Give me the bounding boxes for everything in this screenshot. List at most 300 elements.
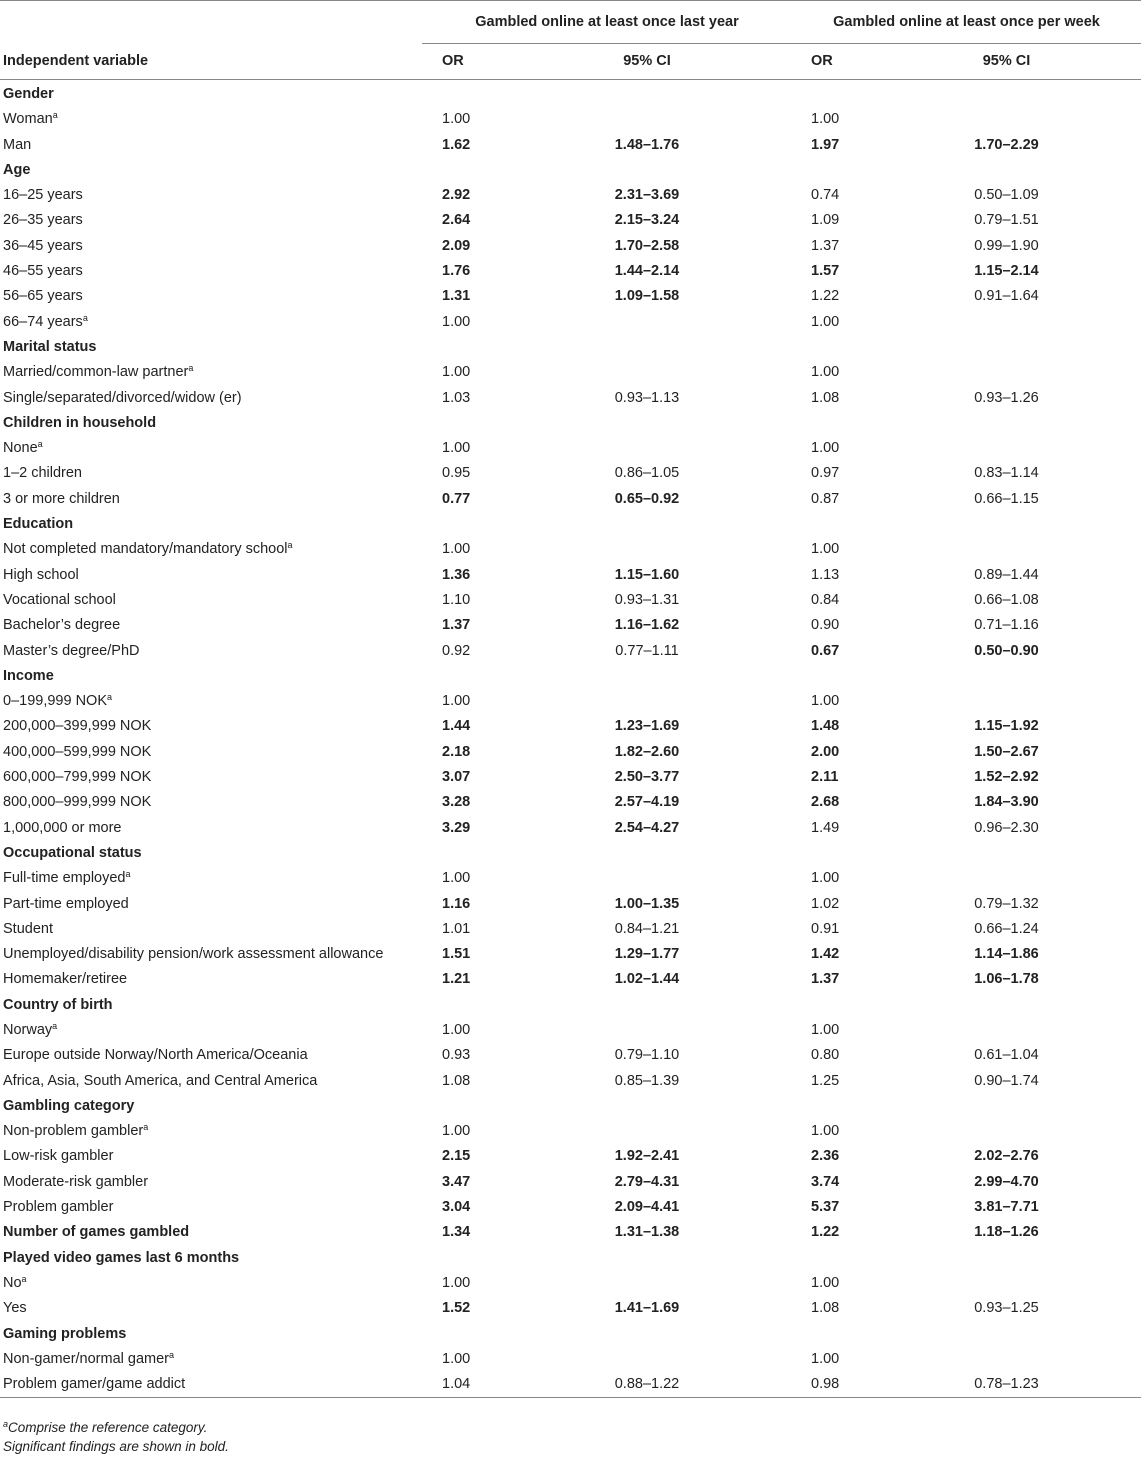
variable-label — [0, 740, 422, 765]
variable-label — [0, 436, 422, 461]
or-last-year-cell: 3.04 — [442, 1199, 471, 1216]
row-label-text: Single/separated/divorced/widow (er) — [3, 389, 242, 406]
or-per-week-cell: 0.91 — [811, 920, 840, 937]
or-per-week-cell: 1.22 — [811, 288, 840, 305]
table-row — [0, 613, 1141, 638]
row-label-text: Europe outside Norway/North America/Oceania — [3, 1047, 308, 1064]
table-row — [0, 310, 1141, 335]
or-per-week-cell — [792, 1094, 872, 1119]
or-per-week-cell: 1.57 — [811, 263, 840, 280]
or-per-week-cell: 1.00 — [811, 440, 840, 457]
or-per-week-cell: 1.37 — [811, 971, 840, 988]
or-last-year-cell: 1.34 — [442, 1224, 471, 1241]
column-header-or-last-year: OR — [422, 44, 502, 80]
row-label-text: Master’s degree/PhD — [3, 642, 140, 659]
ci-last-year-cell — [502, 1246, 792, 1271]
or-per-week-cell — [792, 664, 872, 689]
section-row — [0, 411, 1141, 436]
variable-label — [0, 588, 422, 613]
or-last-year-cell — [422, 335, 502, 360]
or-last-year-cell: 1.00 — [442, 1123, 471, 1140]
row-label-text: Homemaker/retiree — [3, 971, 128, 988]
ci-per-week-cell: 0.50–0.90 — [974, 642, 1039, 659]
variable-label — [0, 816, 422, 841]
footnote-marker: a — [3, 1419, 9, 1429]
variable-label — [0, 1170, 422, 1195]
row-label-text: Education — [3, 516, 74, 533]
ci-per-week-cell — [872, 841, 1141, 866]
ci-last-year-cell — [502, 689, 792, 714]
section-row — [0, 664, 1141, 689]
reference-marker: a — [107, 692, 113, 703]
table-row — [0, 1170, 1141, 1195]
or-last-year-cell: 1.00 — [442, 1021, 471, 1038]
section-row — [0, 1322, 1141, 1347]
row-label-text: Played video games last 6 months — [3, 1249, 240, 1266]
or-last-year-cell: 1.00 — [442, 1350, 471, 1367]
ci-last-year-cell: 1.48–1.76 — [614, 136, 680, 153]
section-row — [0, 993, 1141, 1018]
reference-marker: a — [37, 439, 43, 450]
or-last-year-cell: 1.44 — [442, 718, 471, 735]
or-per-week-cell: 2.11 — [811, 769, 839, 786]
table-row — [0, 1043, 1141, 1068]
section-label — [0, 664, 422, 689]
or-last-year-cell: 1.16 — [442, 895, 471, 912]
ci-last-year-cell: 0.84–1.21 — [614, 920, 680, 937]
variable-label — [0, 765, 422, 790]
or-last-year-cell: 1.00 — [442, 440, 471, 457]
ci-last-year-cell: 1.15–1.60 — [614, 566, 680, 583]
variable-label — [0, 259, 422, 284]
ci-last-year-cell — [502, 866, 792, 891]
reference-footnote — [3, 1418, 229, 1437]
row-label-text: 800,000–999,999 NOK — [3, 794, 152, 811]
or-per-week-cell: 1.22 — [811, 1224, 840, 1241]
ci-last-year-cell: 1.02–1.44 — [614, 971, 680, 988]
row-label-text: Non-gamer/normal gamer — [3, 1350, 170, 1367]
header-blank — [0, 1, 422, 44]
ci-per-week-cell — [872, 689, 1141, 714]
or-per-week-cell: 1.25 — [811, 1072, 840, 1089]
variable-label — [0, 234, 422, 259]
or-per-week-cell: 0.98 — [792, 1372, 872, 1398]
section-row — [0, 1094, 1141, 1119]
variable-label — [0, 461, 422, 486]
ci-last-year-cell — [502, 537, 792, 562]
or-per-week-cell: 2.68 — [811, 794, 840, 811]
row-label-text: Africa, Asia, South America, and Central America — [3, 1072, 318, 1089]
row-label-text: None — [3, 440, 38, 457]
variable-label — [0, 386, 422, 411]
reference-marker: a — [52, 110, 58, 121]
row-label-text: Part-time employed — [3, 895, 129, 912]
row-label-text: Married/common-law partner — [3, 364, 189, 381]
ci-per-week-cell: 0.61–1.04 — [974, 1047, 1039, 1064]
table-row — [0, 942, 1141, 967]
ci-per-week-cell: 1.70–2.29 — [974, 136, 1039, 153]
variable-label — [0, 183, 422, 208]
ci-last-year-cell: 0.65–0.92 — [614, 490, 680, 507]
row-label-text: 400,000–599,999 NOK — [3, 743, 152, 760]
ci-last-year-cell: 2.50–3.77 — [614, 769, 680, 786]
section-label — [0, 1322, 422, 1347]
variable-label — [0, 866, 422, 891]
table-row — [0, 892, 1141, 917]
row-label-text: Norway — [3, 1021, 53, 1038]
or-last-year-cell — [422, 1322, 502, 1347]
ci-per-week-cell — [872, 664, 1141, 689]
row-label-text: Not completed mandatory/mandatory school — [3, 541, 288, 558]
table-row — [0, 107, 1141, 132]
row-label-text: Gender — [3, 86, 54, 102]
ci-per-week-cell: 1.84–3.90 — [974, 794, 1039, 811]
ci-last-year-cell: 1.29–1.77 — [614, 946, 680, 963]
ci-per-week-cell: 0.66–1.08 — [974, 591, 1039, 608]
row-label-text: Age — [3, 161, 31, 178]
or-last-year-cell — [422, 80, 502, 108]
ci-last-year-cell: 1.09–1.58 — [614, 288, 680, 305]
or-per-week-cell: 2.36 — [811, 1148, 840, 1165]
table-row — [0, 259, 1141, 284]
row-label-text: 0–199,999 NOK — [3, 693, 107, 710]
row-label-text: 600,000–799,999 NOK — [3, 769, 152, 786]
or-last-year-cell: 1.00 — [442, 111, 471, 128]
or-per-week-cell: 1.13 — [811, 566, 840, 583]
section-label — [0, 80, 422, 108]
row-label-text: 200,000–399,999 NOK — [3, 718, 152, 735]
or-per-week-cell — [792, 335, 872, 360]
ci-per-week-cell — [872, 158, 1141, 183]
ci-last-year-cell: 2.09–4.41 — [614, 1199, 680, 1216]
ci-last-year-cell: 1.82–2.60 — [614, 743, 680, 760]
or-last-year-cell: 0.92 — [442, 642, 471, 659]
table-row — [0, 1347, 1141, 1372]
significance-footnote: Significant findings are shown in bold. — [3, 1439, 229, 1454]
ci-last-year-cell: 2.31–3.69 — [614, 187, 680, 204]
variable-label — [0, 1119, 422, 1144]
section-row — [0, 335, 1141, 360]
or-per-week-cell: 0.74 — [811, 187, 840, 204]
table-row — [0, 917, 1141, 942]
ci-per-week-cell — [872, 512, 1141, 537]
row-label-text: Children in household — [3, 414, 157, 431]
or-last-year-cell: 1.00 — [442, 313, 471, 330]
or-last-year-cell — [422, 1246, 502, 1271]
column-header-variable: Independent variable — [0, 44, 422, 80]
table-row — [0, 284, 1141, 309]
ci-per-week-cell: 0.93–1.26 — [974, 389, 1039, 406]
or-per-week-cell: 1.00 — [811, 313, 840, 330]
ci-per-week-cell: 0.71–1.16 — [974, 617, 1039, 634]
or-per-week-cell: 1.02 — [811, 895, 840, 912]
table-row — [0, 1069, 1141, 1094]
row-label-text: Gaming problems — [3, 1325, 127, 1342]
or-per-week-cell: 0.67 — [811, 642, 840, 659]
ci-per-week-cell: 0.93–1.25 — [974, 1300, 1039, 1317]
or-per-week-cell: 0.80 — [811, 1047, 840, 1064]
ci-last-year-cell: 1.31–1.38 — [614, 1224, 680, 1241]
row-label-text: Occupational status — [3, 844, 142, 861]
or-last-year-cell — [422, 1094, 502, 1119]
variable-label — [0, 967, 422, 992]
ci-last-year-cell: 1.23–1.69 — [614, 718, 680, 735]
column-header-ci-per-week: 95% CI — [872, 44, 1141, 80]
or-per-week-cell — [792, 1322, 872, 1347]
table-row — [0, 1271, 1141, 1296]
or-per-week-cell: 0.90 — [811, 617, 840, 634]
table-row — [0, 816, 1141, 841]
ci-per-week-cell — [872, 1322, 1141, 1347]
row-label-text: 3 or more children — [3, 490, 120, 507]
table-row — [0, 588, 1141, 613]
variable-label — [0, 107, 422, 132]
or-per-week-cell: 1.42 — [811, 946, 840, 963]
ci-last-year-cell — [502, 411, 792, 436]
ci-per-week-cell: 2.99–4.70 — [974, 1173, 1039, 1190]
variable-label — [0, 790, 422, 815]
row-label-text: Country of birth — [3, 996, 113, 1013]
table-body — [0, 80, 1141, 1398]
variable-label — [0, 360, 422, 385]
or-last-year-cell: 1.62 — [442, 136, 471, 153]
or-last-year-cell: 1.04 — [422, 1372, 502, 1398]
section-label — [0, 512, 422, 537]
ci-last-year-cell: 0.86–1.05 — [614, 465, 680, 482]
ci-last-year-cell — [502, 310, 792, 335]
section-row — [0, 158, 1141, 183]
group-header-last-year: Gambled online at least once last year — [422, 1, 792, 44]
variable-label — [0, 892, 422, 917]
row-label-text: Problem gamer/game addict — [3, 1376, 186, 1393]
or-per-week-cell: 1.00 — [811, 693, 840, 710]
ci-per-week-cell: 0.89–1.44 — [974, 566, 1039, 583]
or-per-week-cell: 0.84 — [811, 591, 840, 608]
or-last-year-cell: 3.07 — [442, 769, 471, 786]
variable-label — [0, 917, 422, 942]
table-footnotes — [3, 1418, 229, 1456]
ci-last-year-cell — [502, 1094, 792, 1119]
or-per-week-cell: 1.00 — [811, 870, 840, 887]
or-per-week-cell: 1.09 — [811, 212, 840, 229]
or-last-year-cell: 1.76 — [442, 263, 471, 280]
variable-label — [0, 1271, 422, 1296]
row-label-text: Full-time employed — [3, 870, 126, 887]
or-last-year-cell: 0.93 — [442, 1047, 471, 1064]
section-label — [0, 993, 422, 1018]
ci-last-year-cell — [502, 436, 792, 461]
table-row — [0, 790, 1141, 815]
or-last-year-cell — [422, 993, 502, 1018]
row-label-text: 46–55 years — [3, 263, 83, 280]
row-label-text: Non-problem gambler — [3, 1123, 144, 1140]
or-last-year-cell: 1.08 — [442, 1072, 471, 1089]
ci-per-week-cell — [872, 537, 1141, 562]
table-row — [0, 360, 1141, 385]
reference-marker: a — [143, 1122, 149, 1133]
ci-per-week-cell — [872, 1246, 1141, 1271]
or-last-year-cell: 0.77 — [442, 490, 471, 507]
or-per-week-cell: 0.97 — [811, 465, 840, 482]
ci-last-year-cell: 1.70–2.58 — [614, 237, 680, 254]
row-label-text: Low-risk gambler — [3, 1148, 114, 1165]
section-row — [0, 512, 1141, 537]
or-per-week-cell — [792, 512, 872, 537]
variable-label — [0, 1195, 422, 1220]
ci-per-week-cell — [872, 866, 1141, 891]
variable-label — [0, 1372, 422, 1398]
ci-per-week-cell: 1.15–1.92 — [974, 718, 1039, 735]
ci-per-week-cell — [872, 1119, 1141, 1144]
ci-last-year-cell — [502, 1347, 792, 1372]
ci-last-year-cell: 2.79–4.31 — [614, 1173, 680, 1190]
or-last-year-cell: 1.21 — [442, 971, 471, 988]
table-row — [0, 183, 1141, 208]
variable-label — [0, 1296, 422, 1321]
table-row — [0, 689, 1141, 714]
ci-per-week-cell: 0.66–1.15 — [974, 490, 1039, 507]
ci-last-year-cell: 0.93–1.13 — [614, 389, 680, 406]
row-label-text: Income — [3, 667, 54, 684]
or-per-week-cell — [792, 993, 872, 1018]
table-row — [0, 208, 1141, 233]
variable-label — [0, 714, 422, 739]
section-row — [0, 1220, 1141, 1245]
or-last-year-cell: 1.03 — [442, 389, 471, 406]
or-per-week-cell: 1.00 — [811, 1123, 840, 1140]
variable-label — [0, 133, 422, 158]
or-per-week-cell: 1.00 — [811, 364, 840, 381]
row-label-text: 1,000,000 or more — [3, 819, 122, 836]
section-label — [0, 1246, 422, 1271]
row-label-text: Number of games gambled — [3, 1224, 190, 1241]
ci-per-week-cell — [872, 1271, 1141, 1296]
reference-marker: a — [21, 1273, 27, 1284]
variable-label — [0, 208, 422, 233]
ci-per-week-cell — [872, 360, 1141, 385]
or-per-week-cell: 1.00 — [811, 541, 840, 558]
variable-label — [0, 1347, 422, 1372]
section-label — [0, 1220, 422, 1245]
reference-marker: a — [82, 312, 88, 323]
ci-last-year-cell: 1.41–1.69 — [614, 1300, 680, 1317]
row-label-text: Vocational school — [3, 591, 116, 608]
variable-label — [0, 284, 422, 309]
ci-last-year-cell — [502, 360, 792, 385]
or-last-year-cell: 3.28 — [442, 794, 471, 811]
variable-label — [0, 942, 422, 967]
ci-per-week-cell: 0.79–1.32 — [974, 895, 1039, 912]
group-header-per-week: Gambled online at least once per week — [792, 1, 1141, 44]
variable-label — [0, 563, 422, 588]
ci-last-year-cell: 0.93–1.31 — [614, 591, 680, 608]
table-row — [0, 133, 1141, 158]
or-last-year-cell: 1.51 — [442, 946, 471, 963]
table-row — [0, 234, 1141, 259]
table-row — [0, 1296, 1141, 1321]
ci-per-week-cell: 0.50–1.09 — [974, 187, 1039, 204]
table-row — [0, 967, 1141, 992]
ci-per-week-cell — [872, 1018, 1141, 1043]
or-last-year-cell: 2.15 — [442, 1148, 471, 1165]
ci-last-year-cell: 0.85–1.39 — [614, 1072, 680, 1089]
variable-label — [0, 1144, 422, 1169]
table-row — [0, 1119, 1141, 1144]
section-label — [0, 411, 422, 436]
or-last-year-cell: 1.31 — [442, 288, 471, 305]
ci-last-year-cell: 1.44–2.14 — [614, 263, 680, 280]
row-label-text: Man — [3, 136, 32, 153]
or-last-year-cell: 2.64 — [442, 212, 471, 229]
reference-marker: a — [287, 540, 293, 551]
ci-per-week-cell: 0.96–2.30 — [974, 819, 1039, 836]
ci-last-year-cell: 1.00–1.35 — [614, 895, 680, 912]
row-label-text: Student — [3, 920, 53, 937]
ci-per-week-cell — [872, 310, 1141, 335]
ci-last-year-cell: 1.16–1.62 — [614, 617, 680, 634]
or-last-year-cell: 1.01 — [442, 920, 471, 937]
table-row — [0, 1144, 1141, 1169]
column-header-or-per-week: OR — [792, 44, 872, 80]
variable-label — [0, 1018, 422, 1043]
table-row — [0, 537, 1141, 562]
variable-label — [0, 537, 422, 562]
ci-last-year-cell — [502, 1018, 792, 1043]
or-last-year-cell: 3.29 — [442, 819, 471, 836]
column-header-ci-last-year: 95% CI — [502, 44, 792, 80]
row-label-text: Yes — [3, 1300, 27, 1317]
ci-per-week-cell: 0.83–1.14 — [974, 465, 1039, 482]
or-last-year-cell: 1.00 — [442, 693, 471, 710]
ci-per-week-cell: 0.99–1.90 — [974, 237, 1039, 254]
variable-label — [0, 689, 422, 714]
row-label-text: Bachelor’s degree — [3, 617, 121, 634]
ci-last-year-cell: 2.15–3.24 — [614, 212, 680, 229]
or-last-year-cell: 1.00 — [442, 1274, 471, 1291]
ci-per-week-cell: 0.78–1.23 — [872, 1372, 1141, 1398]
ci-last-year-cell — [502, 1322, 792, 1347]
or-last-year-cell: 1.10 — [442, 591, 471, 608]
ci-last-year-cell — [502, 993, 792, 1018]
ci-last-year-cell — [502, 841, 792, 866]
variable-label — [0, 310, 422, 335]
or-last-year-cell: 3.47 — [442, 1173, 471, 1190]
or-per-week-cell: 1.08 — [811, 389, 840, 406]
or-per-week-cell: 2.00 — [811, 743, 840, 760]
variable-label — [0, 639, 422, 664]
ci-per-week-cell — [872, 1094, 1141, 1119]
section-row — [0, 1246, 1141, 1271]
or-last-year-cell — [422, 664, 502, 689]
ci-per-week-cell: 1.18–1.26 — [974, 1224, 1039, 1241]
row-label-text: Problem gambler — [3, 1199, 114, 1216]
ci-last-year-cell — [502, 512, 792, 537]
ci-last-year-cell — [502, 664, 792, 689]
row-label-text: 56–65 years — [3, 288, 83, 305]
ci-per-week-cell — [872, 107, 1141, 132]
table-row — [0, 563, 1141, 588]
or-last-year-cell — [422, 411, 502, 436]
ci-last-year-cell: 0.77–1.11 — [615, 642, 679, 659]
or-last-year-cell: 1.37 — [442, 617, 471, 634]
or-per-week-cell: 3.74 — [811, 1173, 840, 1190]
section-label — [0, 1094, 422, 1119]
section-label — [0, 335, 422, 360]
ci-per-week-cell — [872, 335, 1141, 360]
or-per-week-cell: 1.00 — [811, 111, 840, 128]
reference-marker: a — [188, 363, 194, 374]
ci-per-week-cell: 3.81–7.71 — [974, 1199, 1039, 1216]
